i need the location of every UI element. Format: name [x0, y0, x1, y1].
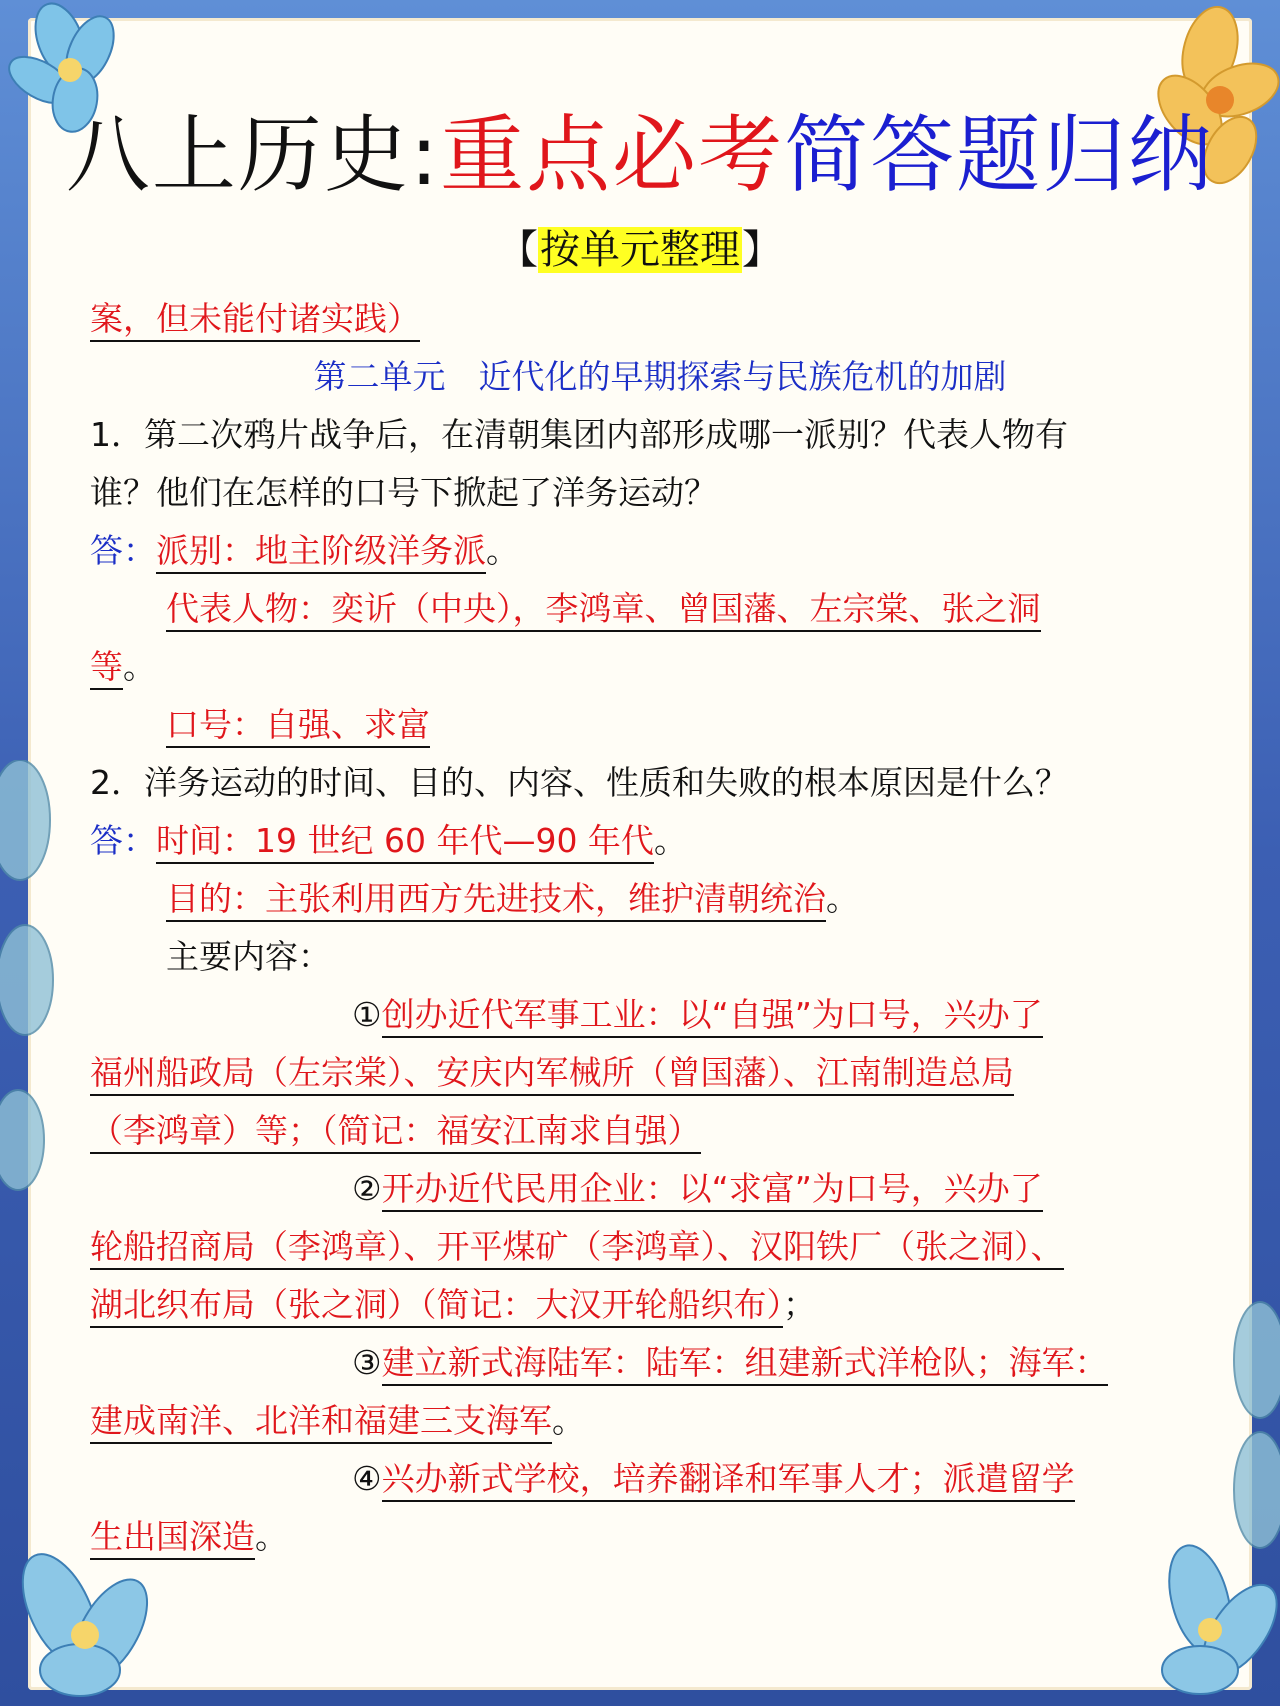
carryover-line: [90, 290, 1190, 348]
period: 。: [826, 879, 859, 918]
time-text: 时间：19 世纪 60 年代—90 年代: [156, 821, 654, 864]
item3-text: 建立新式海陆军：陆军：组建新式洋枪队；海军：: [382, 1343, 1108, 1386]
q2-main-content-label: 主要内容：: [166, 937, 331, 976]
q2-item4-line1: [90, 1450, 1190, 1508]
period: 。: [552, 1401, 585, 1440]
unit-heading: 第二单元 近代化的早期探索与民族危机的加剧: [313, 357, 1007, 396]
q2-item2-line3: [90, 1276, 1190, 1334]
carryover-text: 案，但未能付诸实践）: [90, 299, 420, 342]
answer-label: 答：: [90, 821, 156, 860]
q1-answer-faction: [90, 522, 1190, 580]
title-part-topic: 简答题归纳: [784, 106, 1215, 204]
period: 。: [123, 647, 156, 686]
item4-text-2: 生出国深造: [90, 1517, 255, 1560]
q2-answer-time: [90, 812, 1190, 870]
q2-item1-line1: [90, 986, 1190, 1044]
page-subtitle: [0, 222, 1280, 278]
item1-text: 创办近代军事工业：以“自强”为口号，兴办了: [382, 995, 1043, 1038]
q1-question-line2: 谁？他们在怎样的口号下掀起了洋务运动？: [90, 473, 717, 512]
q2-item1-line3: [90, 1102, 1190, 1160]
q1-reps-line1: [90, 580, 1190, 638]
item2-text-2: 轮船招商局（李鸿章）、开平煤矿（李鸿章）、汉阳铁厂（张之洞）、: [90, 1227, 1064, 1270]
period: 。: [486, 531, 519, 570]
period: 。: [653, 821, 687, 860]
q2-item2-line2: [90, 1218, 1190, 1276]
q2-item1-line2: [90, 1044, 1190, 1102]
item4-text: 兴办新式学校，培养翻译和军事人才；派遣留学: [382, 1459, 1075, 1502]
q2-purpose: [90, 870, 1190, 928]
item-marker: ③: [352, 1343, 382, 1382]
slogan-text: 口号：自强、求富: [166, 705, 430, 748]
semicolon: ；: [783, 1285, 816, 1324]
page-title: [0, 100, 1280, 210]
reps-text: 代表人物：奕䜣（中央），李鸿章、曾国藩、左宗棠、张之洞: [166, 589, 1041, 632]
q1-reps-line2: [90, 638, 1190, 696]
item-marker: ②: [352, 1169, 382, 1208]
item2-text-3: 湖北织布局（张之洞）（简记：大汉开轮船织布）: [90, 1285, 783, 1328]
q2-item3-line1: [90, 1334, 1190, 1392]
q2-item4-line2: [90, 1508, 1190, 1566]
faction-text: 派别：地主阶级洋务派: [156, 531, 486, 574]
subtitle-highlight: 按单元整理: [540, 227, 740, 273]
left-leaf-decoration-icon: [0, 760, 70, 1220]
subtitle-left-bracket: 【: [498, 227, 538, 273]
item2-text: 开办近代民用企业：以“求富”为口号，兴办了: [382, 1169, 1043, 1212]
item3-text-2: 建成南洋、北洋和福建三支海军: [90, 1401, 552, 1444]
q1-question-line1: 1．第二次鸦片战争后，在清朝集团内部形成哪一派别？代表人物有: [90, 415, 1068, 454]
q2-item2-line1: [90, 1160, 1190, 1218]
period: 。: [255, 1517, 288, 1556]
q2-question: 2．洋务运动的时间、目的、内容、性质和失败的根本原因是什么？: [90, 763, 1068, 802]
q1-slogan: [90, 696, 1190, 754]
item-marker: ④: [352, 1459, 382, 1498]
reps-text-end: 等: [90, 647, 123, 690]
subtitle-right-bracket: 】: [742, 227, 782, 273]
answer-label: 答：: [90, 531, 156, 570]
title-part-subject: 八上历史:: [65, 106, 441, 204]
item-marker: ①: [352, 995, 382, 1034]
item1-text-2: 福州船政局（左宗棠）、安庆内军械所（曾国藩）、江南制造总局: [90, 1053, 1014, 1096]
q2-item3-line2: [90, 1392, 1190, 1450]
purpose-text: 目的：主张利用西方先进技术，维护清朝统治: [166, 879, 826, 922]
document-body: [90, 290, 1190, 1566]
title-part-key: 重点必考: [440, 106, 785, 204]
item1-text-3: （李鸿章）等；（简记：福安江南求自强）: [90, 1111, 701, 1154]
